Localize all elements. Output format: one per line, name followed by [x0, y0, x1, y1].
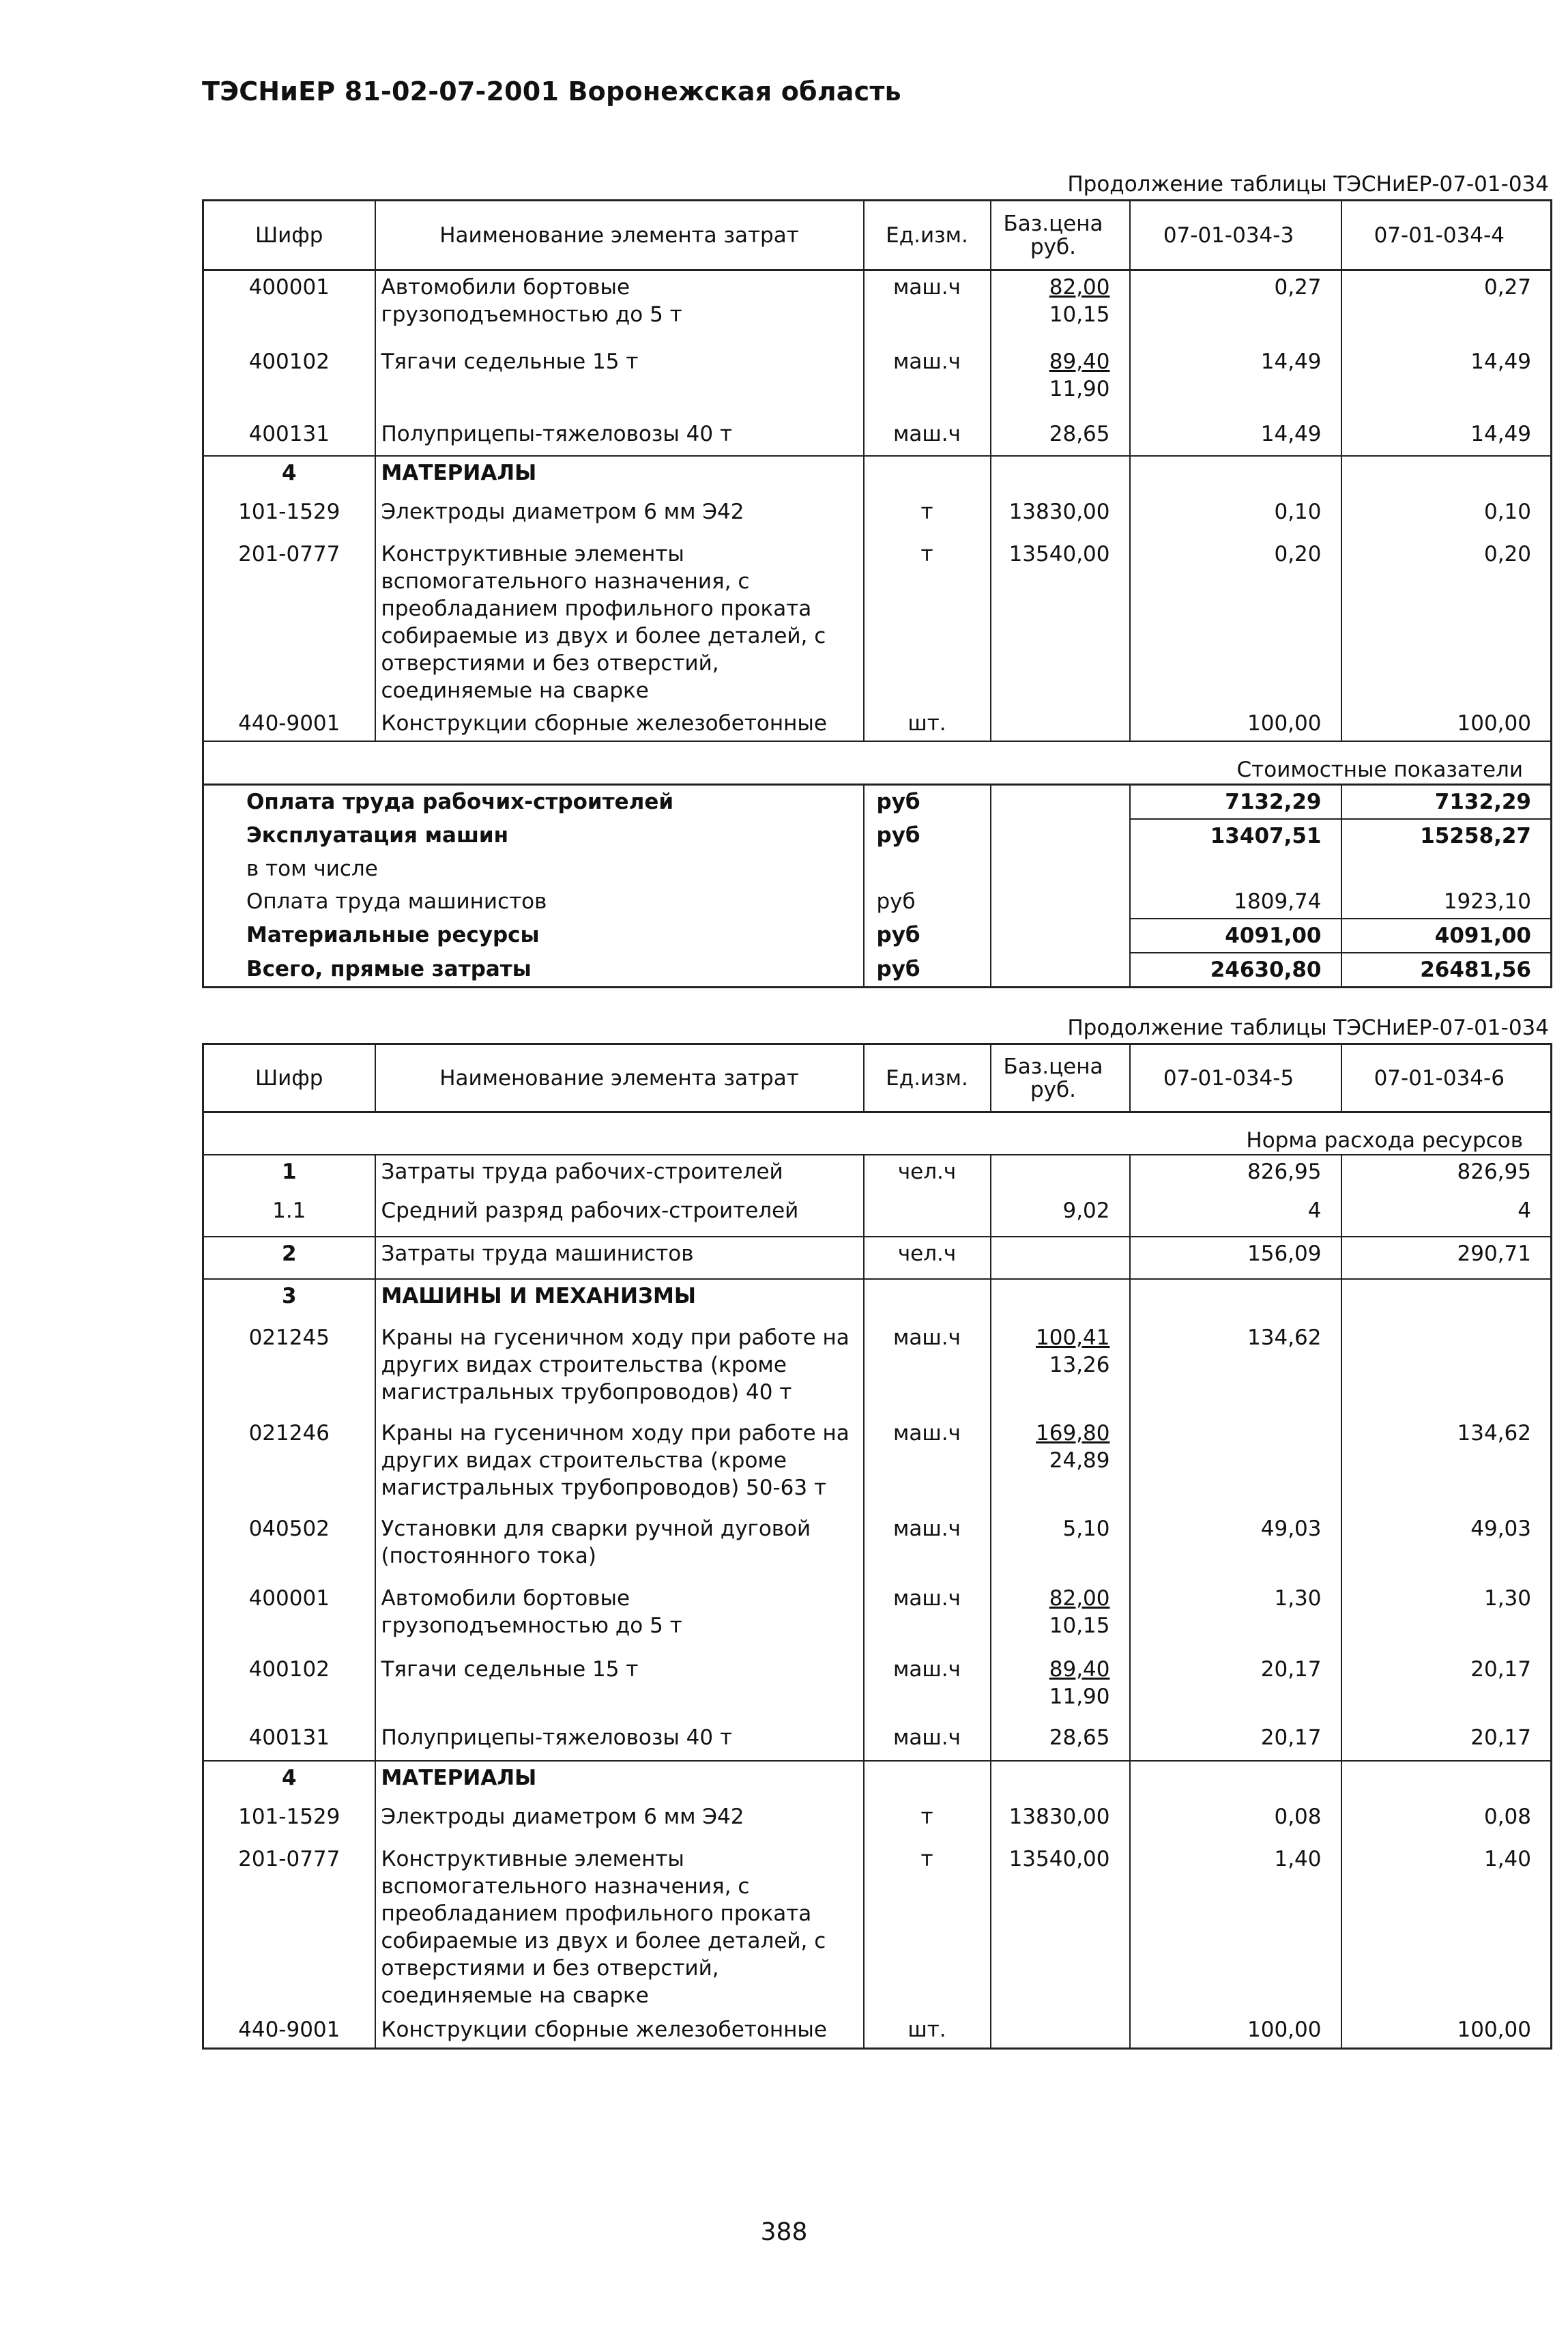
row-value-2: 14,49 [1341, 345, 1552, 418]
row-price [991, 1237, 1130, 1279]
summary-row-total [203, 953, 1552, 988]
row-price [991, 345, 1130, 418]
row-name: Краны на гусеничном ходу при работе на других видах строительства (кроме магистральных трубопроводов) 40 т [375, 1321, 864, 1417]
header-col-034-5: 07-01-034-5 [1130, 1044, 1341, 1112]
row-name: Затраты труда машинистов [375, 1237, 864, 1279]
section-title: МАТЕРИАЛЫ [375, 1761, 864, 1800]
price-wage: 11,90 [1049, 376, 1110, 401]
row-unit: маш.ч [864, 345, 991, 418]
row-price [991, 1417, 1130, 1512]
row-value-2: 20,17 [1341, 1653, 1552, 1721]
row-value-2: 20,17 [1341, 1721, 1552, 1761]
summary-label: Материальные ресурсы [203, 919, 864, 953]
row-unit: шт. [864, 707, 991, 741]
row-name: Полуприцепы-тяжеловозы 40 т [375, 418, 864, 456]
row-price [991, 1582, 1130, 1653]
row-name: Краны на гусеничном ходу при работе на других видах строительства (кроме магистральных трубопроводов) 50-63 т [375, 1417, 864, 1512]
price-wage: 24,89 [1049, 1448, 1110, 1473]
row-value-1: 1,40 [1130, 1843, 1341, 2013]
table-row [203, 1194, 1552, 1237]
row-unit [864, 1194, 991, 1237]
header-name: Наименование элемента затрат [375, 201, 864, 270]
table-row [203, 1155, 1552, 1194]
row-value-1: 4 [1130, 1194, 1341, 1237]
row-name: Конструктивные элементы вспомогательного назначения, с преобладанием профильного проката собираемые из двух и более деталей, с отверстиями и без отверстий, соединяемые на сварке [375, 1843, 864, 2013]
table-row [203, 1843, 1552, 2013]
row-price: 13830,00 [991, 495, 1130, 538]
summary-label: в том числе [203, 852, 864, 885]
table-row [203, 707, 1552, 741]
norm-label-row [203, 1112, 1552, 1155]
section-row-materials [203, 456, 1552, 495]
row-unit: т [864, 1843, 991, 2013]
cost-indicators-row [203, 741, 1552, 785]
row-name: Тягачи седельные 15 т [375, 1653, 864, 1721]
row-name: Автомобили бортовые грузоподъемностью до 5 т [375, 270, 864, 345]
row-value-2: 4 [1341, 1194, 1552, 1237]
row-name: Затраты труда рабочих-строителей [375, 1155, 864, 1194]
row-name: Электроды диаметром 6 мм Э42 [375, 495, 864, 538]
table-row [203, 1800, 1552, 1843]
row-value-2 [1341, 1321, 1552, 1417]
row-unit: маш.ч [864, 1582, 991, 1653]
row-unit: маш.ч [864, 1417, 991, 1512]
row-code: 201-0777 [203, 538, 375, 707]
row-code: 440-9001 [203, 707, 375, 741]
row-name: Электроды диаметром 6 мм Э42 [375, 1800, 864, 1843]
header-code: Шифр [203, 1044, 375, 1112]
row-name: Установки для сварки ручной дуговой (постоянного тока) [375, 1512, 864, 1582]
price-wage: 13,26 [1049, 1352, 1110, 1377]
row-name: Полуприцепы-тяжеловозы 40 т [375, 1721, 864, 1761]
summary-row [203, 785, 1552, 820]
table-row [203, 2013, 1552, 2049]
row-code: 400131 [203, 1721, 375, 1761]
row-price [991, 2013, 1130, 2049]
row-value-1: 100,00 [1130, 707, 1341, 741]
row-value-2: 1,40 [1341, 1843, 1552, 2013]
summary-label: Эксплуатация машин [203, 819, 864, 852]
summary-value-1: 7132,29 [1130, 785, 1341, 820]
row-price [991, 1321, 1130, 1417]
row-value-1: 134,62 [1130, 1321, 1341, 1417]
row-price: 13830,00 [991, 1800, 1130, 1843]
header-code: Шифр [203, 201, 375, 270]
row-unit: маш.ч [864, 1721, 991, 1761]
table-row [203, 538, 1552, 707]
summary-unit: руб [864, 785, 991, 820]
row-value-2: 0,20 [1341, 538, 1552, 707]
summary-row [203, 819, 1552, 852]
row-value-1: 14,49 [1130, 418, 1341, 456]
row-value-1: 826,95 [1130, 1155, 1341, 1194]
summary-value-2: 1923,10 [1341, 885, 1552, 919]
price-total: 169,80 [1036, 1420, 1110, 1446]
summary-unit: руб [864, 953, 991, 988]
row-code: 021245 [203, 1321, 375, 1417]
table-row [203, 1653, 1552, 1721]
row-unit: чел.ч [864, 1237, 991, 1279]
summary-value-1: 4091,00 [1130, 919, 1341, 953]
summary-value-2: 4091,00 [1341, 919, 1552, 953]
row-price: 13540,00 [991, 1843, 1130, 2013]
header-unit: Ед.изм. [864, 1044, 991, 1112]
row-value-1: 49,03 [1130, 1512, 1341, 1582]
row-code: 1 [203, 1155, 375, 1194]
norm-label: Норма расхода ресурсов [203, 1112, 1552, 1155]
row-value-1: 20,17 [1130, 1721, 1341, 1761]
row-unit: т [864, 495, 991, 538]
table-row [203, 1321, 1552, 1417]
row-code: 021246 [203, 1417, 375, 1512]
summary-row [203, 885, 1552, 919]
row-code: 101-1529 [203, 1800, 375, 1843]
row-value-2: 290,71 [1341, 1237, 1552, 1279]
summary-label: Оплата труда машинистов [203, 885, 864, 919]
table-row [203, 270, 1552, 345]
row-code: 040502 [203, 1512, 375, 1582]
row-unit: маш.ч [864, 1321, 991, 1417]
section-row-machines [203, 1279, 1552, 1321]
row-value-1: 0,08 [1130, 1800, 1341, 1843]
table-row [203, 418, 1552, 456]
row-price: 5,10 [991, 1512, 1130, 1582]
row-name: Тягачи седельные 15 т [375, 345, 864, 418]
row-unit: т [864, 538, 991, 707]
row-value-1: 1,30 [1130, 1582, 1341, 1653]
header-col-034-3: 07-01-034-3 [1130, 201, 1341, 270]
row-price [991, 1155, 1130, 1194]
table1 [202, 199, 1552, 988]
section-code: 4 [203, 456, 375, 495]
row-price: 28,65 [991, 1721, 1130, 1761]
table-row [203, 1417, 1552, 1512]
price-total: 82,00 [1049, 1585, 1110, 1611]
summary-unit: руб [864, 919, 991, 953]
row-unit: маш.ч [864, 1653, 991, 1721]
header-name: Наименование элемента затрат [375, 1044, 864, 1112]
row-value-2: 14,49 [1341, 418, 1552, 456]
row-name: Автомобили бортовые грузоподъемностью до 5 т [375, 1582, 864, 1653]
summary-value-1: 24630,80 [1130, 953, 1341, 988]
summary-value-2: 15258,27 [1341, 819, 1552, 852]
row-price: 13540,00 [991, 538, 1130, 707]
summary-value-1: 13407,51 [1130, 819, 1341, 852]
summary-value-2: 26481,56 [1341, 953, 1552, 988]
row-value-2: 100,00 [1341, 707, 1552, 741]
table2 [202, 1043, 1552, 2050]
price-wage: 11,90 [1049, 1684, 1110, 1709]
row-code: 201-0777 [203, 1843, 375, 2013]
row-unit: маш.ч [864, 270, 991, 345]
table-row [203, 1582, 1552, 1653]
table1-header-row [203, 201, 1552, 270]
summary-unit: руб [864, 885, 991, 919]
summary-value-2: 7132,29 [1341, 785, 1552, 820]
row-code: 101-1529 [203, 495, 375, 538]
header-unit: Ед.изм. [864, 201, 991, 270]
table-row [203, 1721, 1552, 1761]
row-value-1: 0,20 [1130, 538, 1341, 707]
table-row [203, 495, 1552, 538]
summary-row [203, 852, 1552, 885]
row-price [991, 270, 1130, 345]
row-value-2: 1,30 [1341, 1582, 1552, 1653]
price-wage: 10,15 [1049, 1613, 1110, 1638]
table-row [203, 1237, 1552, 1279]
row-unit: шт. [864, 2013, 991, 2049]
row-code: 400001 [203, 1582, 375, 1653]
row-value-2: 0,08 [1341, 1800, 1552, 1843]
row-name: Конструктивные элементы вспомогательного назначения, с преобладанием профильного проката собираемые из двух и более деталей, с отверстиями и без отверстий, соединяемые на сварке [375, 538, 864, 707]
row-price: 9,02 [991, 1194, 1130, 1237]
row-code: 400001 [203, 270, 375, 345]
document-title: ТЭСНиЕР 81-02-07-2001 Воронежская область [202, 76, 901, 106]
row-price: 28,65 [991, 418, 1130, 456]
row-code: 2 [203, 1237, 375, 1279]
summary-label: Оплата труда рабочих-строителей [203, 785, 864, 820]
row-code: 440-9001 [203, 2013, 375, 2049]
row-value-2: 134,62 [1341, 1417, 1552, 1512]
header-price: Баз.цена руб. [991, 1044, 1130, 1112]
row-name: Конструкции сборные железобетонные [375, 707, 864, 741]
row-price [991, 707, 1130, 741]
cost-indicators-label: Стоимостные показатели [203, 741, 1552, 785]
row-value-1: 0,27 [1130, 270, 1341, 345]
row-value-1: 156,09 [1130, 1237, 1341, 1279]
row-price [991, 1653, 1130, 1721]
section-code: 4 [203, 1761, 375, 1800]
row-name: Средний разряд рабочих-строителей [375, 1194, 864, 1237]
header-price: Баз.цена руб. [991, 201, 1130, 270]
summary-label: Всего, прямые затраты [203, 953, 864, 988]
header-col-034-4: 07-01-034-4 [1341, 201, 1552, 270]
row-value-1 [1130, 1417, 1341, 1512]
page-number: 388 [760, 2218, 808, 2246]
table2-header-row [203, 1044, 1552, 1112]
row-value-1: 20,17 [1130, 1653, 1341, 1721]
row-code: 400102 [203, 345, 375, 418]
summary-unit: руб [864, 819, 991, 852]
summary-value-1: 1809,74 [1130, 885, 1341, 919]
price-total: 82,00 [1049, 275, 1110, 300]
row-value-2: 826,95 [1341, 1155, 1552, 1194]
row-value-1: 100,00 [1130, 2013, 1341, 2049]
section-title: МАШИНЫ И МЕХАНИЗМЫ [375, 1279, 864, 1321]
table2-continuation: Продолжение таблицы ТЭСНиЕР-07-01-034 [1067, 1016, 1549, 1040]
row-unit: маш.ч [864, 418, 991, 456]
row-value-2: 49,03 [1341, 1512, 1552, 1582]
row-code: 400102 [203, 1653, 375, 1721]
price-wage: 10,15 [1049, 302, 1110, 327]
summary-row [203, 919, 1552, 953]
row-value-1: 0,10 [1130, 495, 1341, 538]
price-total: 89,40 [1049, 1656, 1110, 1682]
row-name: Конструкции сборные железобетонные [375, 2013, 864, 2049]
row-value-2: 0,10 [1341, 495, 1552, 538]
row-value-1: 14,49 [1130, 345, 1341, 418]
section-row-materials [203, 1761, 1552, 1800]
section-title: МАТЕРИАЛЫ [375, 456, 864, 495]
row-code: 400131 [203, 418, 375, 456]
table-row [203, 345, 1552, 418]
row-unit: чел.ч [864, 1155, 991, 1194]
row-code: 1.1 [203, 1194, 375, 1237]
price-total: 89,40 [1049, 349, 1110, 374]
header-col-034-6: 07-01-034-6 [1341, 1044, 1552, 1112]
table-row [203, 1512, 1552, 1582]
price-total: 100,41 [1036, 1325, 1110, 1350]
row-unit: т [864, 1800, 991, 1843]
row-unit: маш.ч [864, 1512, 991, 1582]
row-value-2: 100,00 [1341, 2013, 1552, 2049]
table1-continuation: Продолжение таблицы ТЭСНиЕР-07-01-034 [1067, 172, 1549, 197]
row-value-2: 0,27 [1341, 270, 1552, 345]
section-code: 3 [203, 1279, 375, 1321]
